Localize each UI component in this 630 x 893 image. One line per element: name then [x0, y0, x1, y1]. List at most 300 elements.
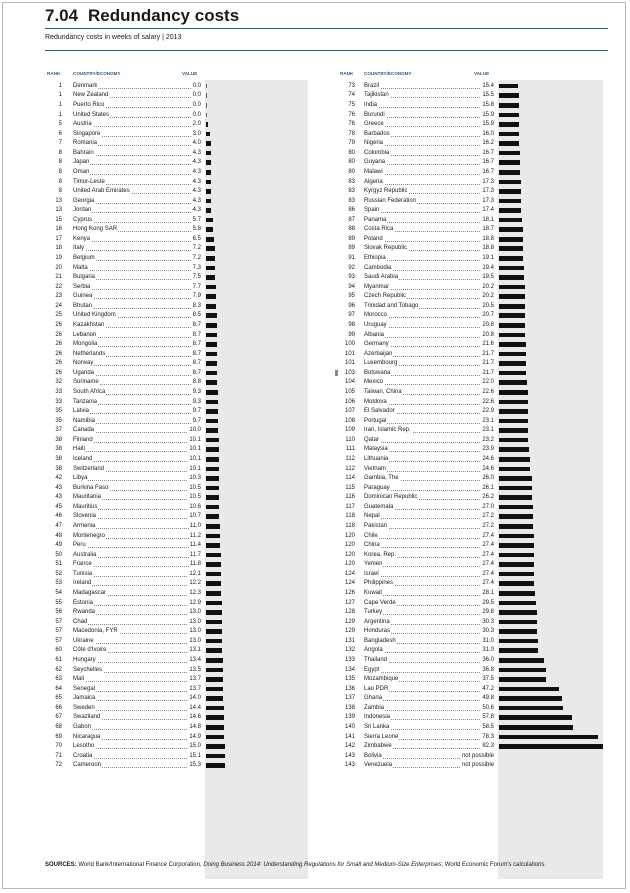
rank-label: 117 — [345, 503, 355, 510]
country-cell — [73, 752, 201, 761]
country-label: Indonesia — [364, 714, 391, 721]
rank-label: 1 — [58, 82, 62, 89]
country-label: Portugal — [364, 417, 387, 424]
country-cell — [364, 350, 494, 359]
country-label: Nepal — [364, 513, 380, 520]
value-label: 20.8 — [481, 331, 494, 340]
bar — [499, 122, 519, 127]
value-label: 27.4 — [481, 579, 494, 588]
country-cell — [73, 733, 201, 742]
country-cell — [73, 321, 201, 330]
bar — [499, 294, 525, 299]
value-label: 7.7 — [192, 283, 201, 292]
country-label: Montenegro — [73, 532, 106, 539]
bar — [499, 390, 528, 395]
value-label: 11.2 — [189, 532, 201, 541]
rank-label: 8 — [58, 178, 62, 185]
value-label: 23.9 — [481, 445, 494, 454]
rank-label: 20 — [55, 264, 62, 271]
country-cell — [364, 637, 494, 646]
page-title: Redundancy costs — [88, 6, 240, 25]
rank-label: 52 — [55, 570, 62, 577]
rank-label: 7 — [58, 140, 62, 147]
country-label: Switzerland — [73, 465, 105, 472]
country-label: Hungary — [73, 657, 96, 663]
value-label: 13.7 — [188, 685, 201, 694]
value-label: 11.0 — [189, 522, 201, 531]
country-cell — [364, 685, 494, 694]
rank-label: 134 — [344, 666, 355, 673]
rank-label: 18 — [55, 245, 62, 252]
country-cell — [73, 130, 201, 139]
value-label: 31.0 — [481, 637, 494, 646]
bar — [499, 467, 530, 472]
value-label: 19.4 — [481, 264, 494, 273]
bar — [499, 419, 528, 424]
bar — [499, 514, 533, 519]
bar — [499, 132, 519, 137]
country-cell — [73, 311, 201, 320]
country-label: United Kingdom — [73, 312, 116, 319]
country-cell — [73, 244, 201, 253]
country-label: Panama — [364, 216, 387, 223]
bar — [499, 361, 526, 366]
country-cell — [73, 532, 201, 541]
country-label: Guatemala — [364, 503, 394, 510]
rank-label: 74 — [348, 92, 355, 99]
value-label: 17.3 — [481, 178, 494, 187]
value-label: 82.3 — [481, 742, 494, 751]
country-label: Seychelles — [73, 666, 103, 673]
country-cell — [73, 178, 201, 187]
value-label: 27.4 — [481, 532, 494, 541]
country-label: Malaysia — [364, 446, 388, 453]
country-label: Honduras — [364, 628, 391, 635]
rank-label: 111 — [345, 446, 355, 453]
country-cell — [73, 225, 201, 234]
rank-label: 94 — [348, 283, 355, 290]
country-cell — [73, 206, 201, 215]
source-label: SOURCES: — [45, 862, 77, 868]
country-cell — [73, 570, 201, 579]
bar — [499, 237, 523, 242]
rank-label: 26 — [55, 322, 62, 329]
country-cell — [364, 130, 494, 139]
country-cell — [73, 197, 201, 206]
country-label: Mali — [73, 676, 85, 683]
left-rank-header: RANK — [47, 71, 61, 76]
value-label: 10.1 — [188, 436, 201, 445]
bar — [499, 400, 528, 405]
value-label: 6.5 — [192, 235, 201, 244]
value-label: 8.7 — [192, 340, 201, 349]
country-label: Kazakhstan — [73, 322, 105, 329]
rank-label: 73 — [348, 82, 355, 89]
rank-label: 120 — [344, 542, 355, 549]
country-cell — [73, 139, 201, 148]
value-label: 15.8 — [481, 101, 494, 110]
country-cell — [73, 187, 201, 196]
country-label: China — [364, 542, 380, 549]
bar — [499, 553, 534, 558]
country-cell — [364, 704, 494, 713]
country-cell — [73, 407, 201, 416]
rank-label: 105 — [344, 389, 355, 396]
value-label: 10.1 — [188, 465, 201, 474]
country-label: Rwanda — [73, 609, 96, 616]
value-label: 12.2 — [188, 579, 201, 588]
rank-label: 106 — [344, 398, 355, 405]
country-cell — [364, 139, 494, 148]
bar — [499, 113, 519, 118]
country-label: New Zealand — [73, 92, 109, 99]
rank-label: 101 — [344, 350, 355, 357]
bar — [499, 572, 534, 577]
country-label: Burundi — [364, 111, 385, 118]
country-label: Argentina — [364, 618, 390, 625]
country-label: Mexico — [364, 379, 384, 386]
country-cell — [364, 484, 494, 493]
value-label: 13.4 — [188, 656, 201, 665]
country-cell — [73, 522, 201, 531]
country-cell — [364, 512, 494, 521]
rank-label: 8 — [58, 168, 62, 175]
value-label: 8.7 — [192, 369, 201, 378]
country-label: Zambia — [364, 704, 385, 711]
rank-label: 129 — [344, 628, 355, 635]
value-label: 13.0 — [188, 637, 201, 646]
value-label: 28.1 — [481, 589, 494, 598]
country-cell — [364, 579, 494, 588]
country-cell — [364, 713, 494, 722]
rank-label: 65 — [55, 695, 62, 702]
value-label: 0.0 — [192, 101, 201, 110]
rank-label: 25 — [55, 312, 62, 319]
country-cell — [73, 675, 201, 684]
value-label: 14.8 — [188, 723, 201, 732]
bar — [499, 620, 537, 625]
country-label: Mauritius — [73, 503, 98, 510]
country-cell — [73, 350, 201, 359]
country-label: Cambodia — [364, 264, 392, 271]
rank-label: 89 — [348, 245, 355, 252]
rank-label: 8 — [58, 159, 62, 166]
country-cell — [73, 369, 201, 378]
country-cell — [73, 618, 201, 627]
country-cell — [73, 465, 201, 474]
value-label: 30.3 — [481, 627, 494, 636]
rank-label: 110 — [345, 436, 355, 443]
rank-label: 1 — [58, 111, 62, 118]
rank-label: 107 — [344, 408, 355, 415]
country-label: Senegal — [73, 685, 96, 692]
value-label: 15.0 — [188, 742, 201, 751]
country-label: Jordan — [73, 207, 92, 214]
rank-label: 132 — [344, 647, 355, 654]
rank-label: 37 — [55, 427, 62, 434]
value-label: 17.3 — [481, 197, 494, 206]
rank-label: 135 — [344, 676, 355, 683]
country-label: Moldova — [364, 398, 387, 405]
bar — [499, 103, 519, 108]
country-label: Timor-Leste — [73, 178, 105, 185]
rank-label: 21 — [55, 274, 62, 281]
value-label: 16.7 — [481, 149, 494, 158]
country-cell — [73, 560, 201, 569]
rank-label: 118 — [345, 513, 355, 520]
rank-label: 115 — [345, 484, 355, 491]
bar — [499, 428, 528, 433]
country-label: Chad — [73, 618, 88, 625]
value-label: 36.8 — [481, 666, 494, 675]
country-label: Tanzania — [73, 398, 98, 405]
value-label: 27.4 — [481, 541, 494, 550]
country-label: Serbia — [73, 283, 91, 290]
country-label: Namibia — [73, 417, 96, 424]
rank-label: 26 — [55, 331, 62, 338]
bar — [499, 581, 534, 586]
value-label: 8.3 — [192, 302, 201, 311]
rank-label: 46 — [55, 513, 62, 520]
country-cell — [73, 158, 201, 167]
bar — [499, 409, 528, 414]
value-label: 37.5 — [481, 675, 494, 684]
country-label: Italy — [73, 245, 85, 252]
country-cell — [73, 398, 201, 407]
country-cell — [364, 493, 494, 502]
rank-label: 80 — [348, 159, 355, 166]
bar — [499, 208, 521, 213]
rank-label: 124 — [344, 570, 355, 577]
rank-label: 43 — [55, 494, 62, 501]
value-label: 23.2 — [481, 436, 494, 445]
country-cell — [364, 120, 494, 129]
bar — [499, 227, 523, 232]
value-label: 27.0 — [481, 503, 494, 512]
country-label: Cyprus — [73, 216, 93, 223]
bar — [499, 495, 532, 500]
value-label: 20.2 — [481, 283, 494, 292]
rank-label: 1 — [58, 92, 62, 99]
rank-label: 15 — [55, 216, 62, 223]
rank-label: 72 — [55, 762, 62, 769]
rank-label: 83 — [348, 197, 355, 204]
country-cell — [73, 302, 201, 311]
value-label: 22.0 — [481, 378, 494, 387]
value-label: 14.0 — [188, 694, 201, 703]
subtitle-rule — [45, 50, 608, 51]
value-label: 22.9 — [481, 407, 494, 416]
value-label: 13.0 — [188, 618, 201, 627]
country-cell — [364, 455, 494, 464]
bar — [499, 591, 535, 596]
country-label: Tajikistan — [364, 92, 389, 99]
country-label: Belgium — [73, 255, 95, 262]
country-label: Bangladesh — [364, 637, 396, 644]
country-label: Ireland — [73, 580, 92, 587]
value-label: 13.5 — [188, 666, 201, 675]
rank-label: 137 — [344, 695, 355, 702]
rank-label: 6 — [58, 130, 62, 137]
country-label: Haiti — [73, 446, 86, 453]
country-cell — [364, 111, 494, 120]
country-label: Hong Kong SAR — [73, 226, 118, 233]
rank-label: 136 — [344, 685, 355, 692]
country-cell — [364, 532, 494, 541]
value-label: 13.7 — [188, 675, 201, 684]
rank-label: 141 — [344, 733, 355, 740]
country-cell — [73, 455, 201, 464]
value-label: 7.2 — [192, 244, 201, 253]
value-label: 9.3 — [192, 388, 201, 397]
country-label: Taiwan, China — [364, 389, 402, 396]
value-label: 19.5 — [481, 273, 494, 282]
right-country-header: COUNTRY/ECONOMY — [364, 71, 412, 76]
country-label: Kuwait — [364, 590, 383, 596]
country-label: Sweden — [73, 704, 95, 711]
country-cell — [364, 302, 494, 311]
country-cell — [364, 541, 494, 550]
country-label: Slovenia — [73, 513, 97, 520]
value-label: 20.8 — [481, 321, 494, 330]
rank-label: 38 — [55, 446, 62, 453]
country-cell — [364, 168, 494, 177]
rank-label: 51 — [55, 561, 62, 568]
rank-label: 5 — [58, 121, 62, 128]
value-label: 7.5 — [192, 273, 201, 282]
country-cell — [73, 436, 201, 445]
country-label: Venezuela — [364, 762, 393, 769]
country-cell — [364, 273, 494, 282]
value-label: 22.6 — [481, 398, 494, 407]
value-label: 10.3 — [188, 474, 201, 483]
value-label: 9.7 — [192, 417, 201, 426]
value-label: 0.0 — [192, 91, 201, 100]
value-label: 8.7 — [192, 359, 201, 368]
country-label: Costa Rica — [364, 226, 394, 233]
country-label: Albania — [364, 331, 385, 338]
bar — [499, 658, 544, 663]
rank-label: 33 — [55, 389, 62, 396]
value-label: 22.6 — [481, 388, 494, 397]
value-label: 21.7 — [481, 369, 494, 378]
value-label: 27.2 — [481, 512, 494, 521]
rank-label: 80 — [348, 149, 355, 156]
country-label: Kenya — [73, 235, 91, 242]
value-label: 16.0 — [481, 130, 494, 139]
rank-label: 127 — [344, 599, 355, 606]
country-label: Angola — [364, 647, 383, 654]
rank-label: 128 — [344, 609, 355, 616]
country-cell — [364, 254, 494, 263]
country-label: Lithuania — [364, 456, 389, 463]
country-label: Iceland — [73, 456, 93, 463]
country-label: Austria — [73, 121, 92, 128]
rank-label: 48 — [55, 532, 62, 539]
country-cell — [73, 742, 201, 751]
country-label: Uruguay — [364, 322, 387, 329]
bar — [499, 601, 536, 606]
value-label: 24.6 — [481, 455, 494, 464]
country-cell — [364, 551, 494, 560]
bar — [499, 543, 534, 548]
country-label: Chile — [364, 532, 378, 539]
value-label: 0.0 — [192, 111, 201, 120]
bar — [499, 246, 523, 251]
country-cell — [364, 197, 494, 206]
country-cell — [73, 512, 201, 521]
value-label: 26.0 — [481, 474, 494, 483]
value-label: not possible — [461, 761, 494, 770]
chart-subtitle: Redundancy costs in weeks of salary | 2013 — [45, 34, 182, 41]
country-label: Korea, Rep. — [364, 551, 397, 558]
rank-label: 57 — [55, 618, 62, 625]
country-cell — [364, 340, 494, 349]
rank-label: 38 — [55, 456, 62, 463]
rank-label: 80 — [348, 168, 355, 175]
country-cell — [73, 627, 201, 636]
bar — [499, 266, 524, 271]
country-cell — [364, 465, 494, 474]
rank-label: 24 — [55, 302, 62, 309]
country-label: India — [364, 101, 378, 108]
rank-label: 114 — [345, 475, 355, 482]
rank-label: 133 — [344, 657, 355, 663]
country-label: Bolivia — [364, 752, 382, 759]
value-label: 30.3 — [481, 618, 494, 627]
country-label: Egypt — [364, 666, 380, 673]
rank-label: 143 — [344, 752, 355, 759]
rank-label: 142 — [344, 743, 355, 750]
value-label: 16.7 — [481, 168, 494, 177]
bar — [499, 151, 520, 156]
country-cell — [73, 694, 201, 703]
value-label: 21.7 — [481, 350, 494, 359]
country-label: Colombia — [364, 149, 390, 156]
rank-label: 120 — [344, 532, 355, 539]
value-label: 16.7 — [481, 158, 494, 167]
value-label: 15.9 — [481, 111, 494, 120]
value-label: 27.4 — [481, 560, 494, 569]
country-label: Pakistan — [364, 523, 388, 530]
country-cell — [73, 646, 201, 655]
country-label: Botswana — [364, 369, 391, 376]
country-label: Philippines — [364, 580, 394, 587]
country-label: Thailand — [364, 657, 388, 663]
country-cell — [364, 618, 494, 627]
country-cell — [364, 283, 494, 292]
value-label: 21.6 — [481, 340, 494, 349]
country-label: Brazil — [364, 82, 380, 89]
country-label: Vietnam — [364, 465, 386, 472]
country-cell — [364, 311, 494, 320]
value-label: 31.0 — [481, 646, 494, 655]
country-label: Japan — [73, 159, 90, 166]
bar — [499, 93, 519, 98]
value-label: 9.3 — [192, 398, 201, 407]
country-cell — [364, 235, 494, 244]
country-cell — [364, 694, 494, 703]
rank-label: 129 — [344, 618, 355, 625]
rank-label: 23 — [55, 293, 62, 300]
rank-label: 112 — [345, 456, 355, 463]
value-label: 4.3 — [192, 187, 201, 196]
country-label: Cape Verde — [364, 599, 396, 606]
value-label: 18.1 — [481, 216, 494, 225]
rank-label: 97 — [348, 312, 355, 319]
country-label: Gabon — [73, 723, 92, 730]
rank-label: 101 — [344, 360, 355, 367]
